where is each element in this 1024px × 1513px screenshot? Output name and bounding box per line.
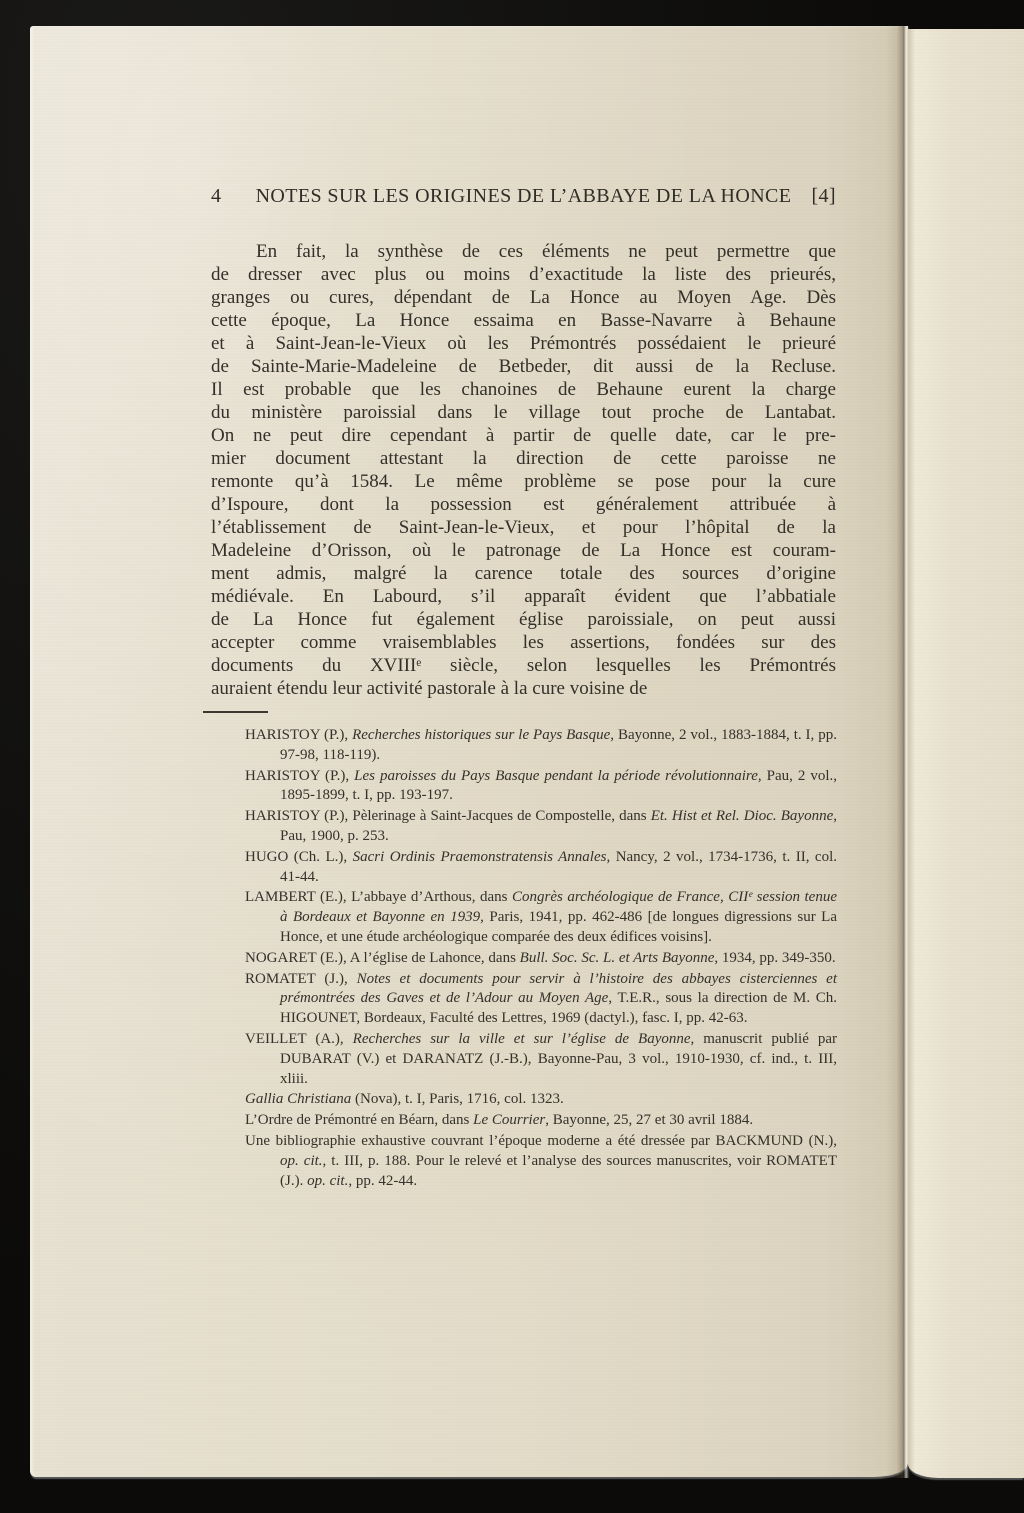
body-line: médiévale. En Labourd, s’il apparaît évident que l’abbatiale	[211, 586, 836, 607]
footnote-entry	[245, 726, 837, 766]
body-line: Madeleine d’Orisson, où le patronage de La Honce est couram-	[211, 540, 836, 561]
footnote-entry	[245, 848, 837, 888]
page-number: 4	[211, 185, 222, 207]
body-line: de La Honce fut également église paroissiale, on peut aussi	[211, 609, 836, 630]
footnote-title-italic: Gallia Christiana	[245, 1091, 352, 1108]
body-line: du ministère paroissial dans le village tout proche de Lantabat.	[211, 402, 836, 423]
footnote-entry	[245, 807, 837, 847]
body-line: granges ou cures, dépendant de La Honce au Moyen Age. Dès	[211, 287, 836, 308]
footnote-title-italic: Congrès archéologique de France, CIIᵉ session tenue à Bordeaux et Bayonne en 1939	[280, 889, 837, 926]
body-line: de dresser avec plus ou moins d’exactitude la liste des prieurés,	[211, 264, 836, 285]
footnote-text: , pp. 42-44.	[348, 1172, 418, 1189]
footnote-entry	[245, 1090, 837, 1110]
footnote-title-italic: Bull. Soc. Sc. L. et Arts Bayonne	[519, 949, 715, 966]
bracket-page-number: [4]	[811, 185, 836, 207]
body-line: de Sainte-Marie-Madeleine de Betbeder, dit aussi de la Recluse.	[211, 356, 836, 377]
footnote-text: HUGO (Ch. L.),	[245, 848, 353, 865]
footnote-title-italic: Sacri Ordinis Praemonstratensis Annales	[352, 848, 607, 865]
body-line: cette époque, La Honce essaima en Basse-Navarre à Behaune	[211, 310, 836, 331]
footnote-text: (Nova), t. I, Paris, 1716, col. 1323.	[351, 1091, 564, 1108]
body-line: documents du XVIIIᵉ siècle, selon lesquelles les Prémontrés	[211, 655, 836, 676]
body-text	[211, 240, 836, 700]
body-line: ment admis, malgré la carence totale des sources d’origine	[211, 563, 836, 584]
body-line: accepter comme vraisemblables les assertions, fondées sur des	[211, 632, 836, 653]
footnote-text: HARISTOY (P.),	[245, 727, 353, 743]
footnote-entry	[245, 767, 837, 807]
footnote-text: , Pau, 2 vol., 1895-1899, t. I, pp. 193-197.	[280, 767, 837, 804]
footnote-text: , Nancy, 2 vol., 1734-1736, t. II, col. 41-44.	[280, 848, 837, 885]
footnote-title-italic: Recherches historiques sur le Pays Basque	[352, 727, 611, 743]
footnote-title-italic: op. cit.	[307, 1172, 349, 1189]
body-line: En fait, la synthèse de ces éléments ne peut permettre que	[256, 241, 836, 262]
footnote-text: , T.E.R., sous la direction de M. Ch. HIGOUNET, Bordeaux, Faculté des Lettres, 1969 (dactyl.), fasc. I, pp. 42-63.	[280, 990, 837, 1027]
body-line: auraient étendu leur activité pastorale à la cure voisine de	[211, 678, 648, 699]
footnote-text: HARISTOY (P.),	[245, 767, 355, 784]
footnote-text: , Paris, 1941, pp. 462-486 [de longues digressions sur La Honce, et une étude archéologique comparée des deux édifices voisins].	[280, 909, 837, 945]
footnote-entry	[245, 1111, 837, 1131]
footnote-title-italic: op. cit.	[280, 1152, 323, 1169]
footnote-text: HARISTOY (P.), Pèlerinage à Saint-Jacques de Compostelle, dans	[245, 808, 651, 825]
footnote-title-italic: Les paroisses du Pays Basque pendant la période révolutionnaire	[354, 767, 758, 784]
footnote-entry	[245, 970, 837, 1029]
running-title: NOTES SUR LES ORIGINES DE L’ABBAYE DE LA HONCE	[255, 185, 792, 207]
footnote-separator-rule	[203, 711, 268, 713]
page-header	[211, 184, 836, 208]
footnote-text: ROMATET (J.),	[245, 970, 357, 987]
body-line: d’Ispoure, dont la possession est généralement attribuée à	[211, 494, 836, 515]
footnote-text: , Bayonne, 25, 27 et 30 avril 1884.	[545, 1112, 754, 1129]
footnote-text: L’Ordre de Prémontré en Béarn, dans	[245, 1112, 474, 1129]
footnote-text: Une bibliographie exhaustive couvrant l’époque moderne a été dressée par BACKMUND (N.),	[245, 1132, 837, 1149]
footnote-entry	[245, 1132, 837, 1191]
footnote-title-italic: Notes et documents pour servir à l’histoire des abbayes cisterciennes et prémontrées des Gaves et de l’Adour au Moyen Age	[280, 970, 838, 1007]
body-line: et à Saint-Jean-le-Vieux où les Prémontrés possédaient le prieuré	[211, 333, 836, 354]
footnote-text: , 1934, pp. 349-350.	[714, 949, 836, 966]
footnote-entry	[245, 949, 837, 969]
footnote-title-italic: Le Courrier	[473, 1112, 546, 1129]
body-line: remonte qu’à 1584. Le même problème se pose pour la cure	[211, 471, 836, 492]
body-line: Il est probable que les chanoines de Behaune eurent la charge	[211, 379, 836, 400]
body-line: mier document attestant la direction de cette paroisse ne	[211, 448, 836, 469]
footnote-text: , manuscrit publié par DUBARAT (V.) et DARANATZ (J.-B.), Bayonne-Pau, 3 vol., 1910-1930, cf. ind., t. III, xliii.	[280, 1030, 838, 1087]
footnote-title-italic: Et. Hist et Rel. Dioc. Bayonne	[650, 808, 834, 825]
footnote-text: VEILLET (A.),	[245, 1030, 353, 1047]
footnote-title-italic: Recherches sur la ville et sur l’église de Bayonne	[352, 1030, 691, 1047]
footnote-text: LAMBERT (E.), L’abbaye d’Arthous, dans	[245, 889, 513, 906]
footnotes-list	[245, 726, 837, 1192]
body-line: On ne peut dire cependant à partir de quelle date, car le pre-	[211, 425, 836, 446]
footnote-text: , Bayonne, 2 vol., 1883-1884, t. I, pp. 97-98, 118-119).	[280, 727, 837, 763]
footnote-text: NOGARET (E.), A l’église de Lahonce, dans	[245, 949, 520, 966]
footnote-text: , Pau, 1900, p. 253.	[280, 808, 837, 844]
footnote-entry	[245, 888, 837, 947]
footnote-entry	[245, 1030, 837, 1089]
body-line: l’établissement de Saint-Jean-le-Vieux, et pour l’hôpital de la	[211, 517, 836, 538]
footnote-text: , t. III, p. 188. Pour le relevé et l’analyse des sources manuscrites, voir ROMATET (J.).	[280, 1152, 837, 1189]
